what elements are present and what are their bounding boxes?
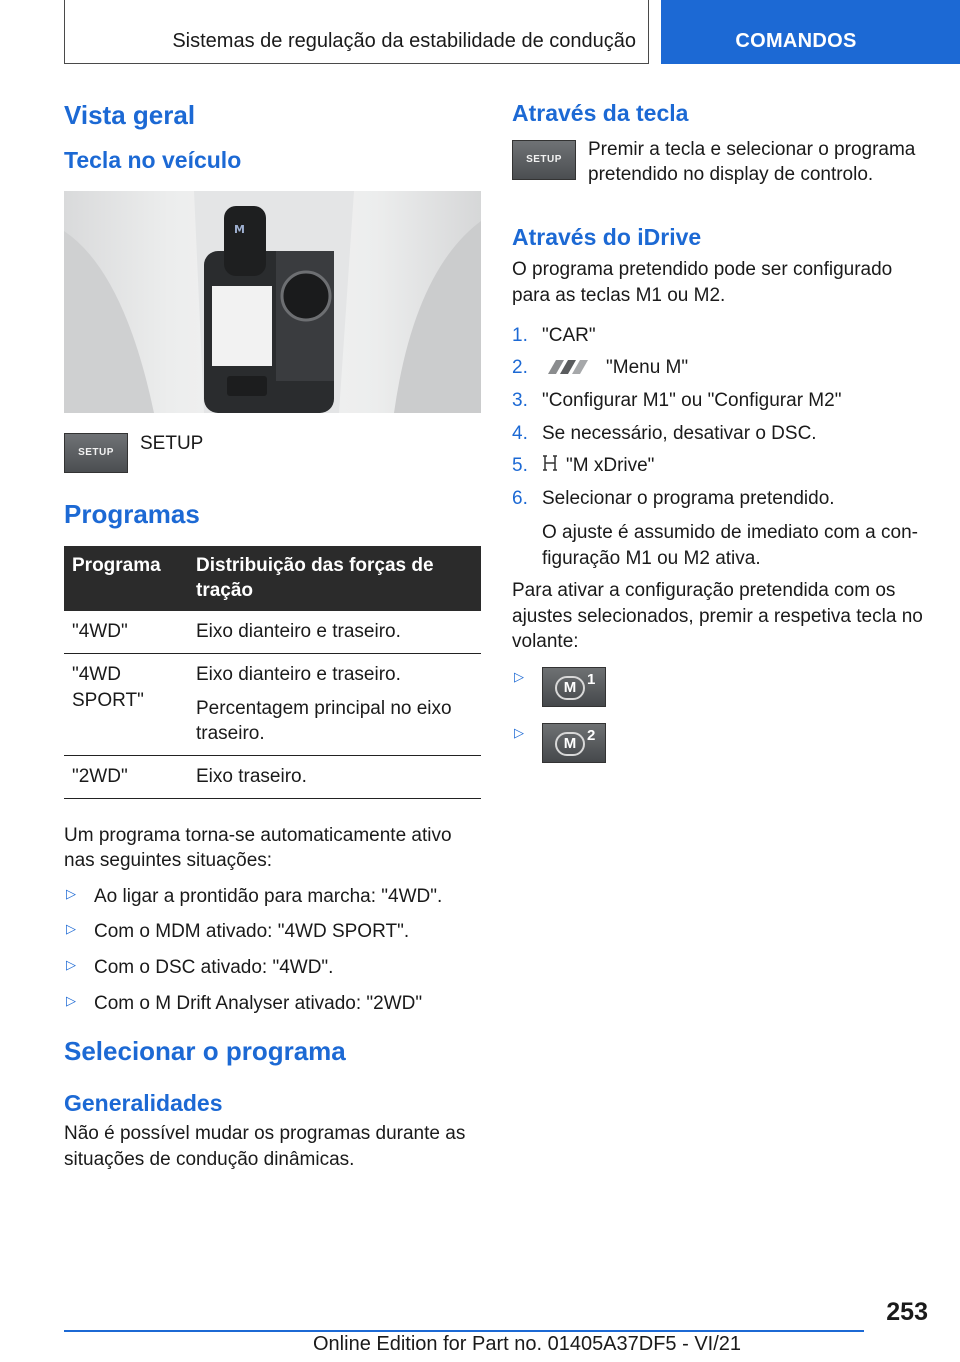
step-number: 1.	[512, 324, 528, 346]
table-row	[64, 653, 481, 755]
step-item	[512, 323, 930, 349]
heading-overview: Vista geral	[64, 100, 196, 130]
triangle-bullet-icon: ▷	[66, 885, 76, 901]
m2-button-icon	[555, 732, 585, 756]
step-item	[512, 421, 930, 447]
m-buttons-list	[512, 667, 930, 763]
list-item	[512, 723, 930, 763]
step-item	[512, 453, 930, 479]
list-item-text: Com o M Drift Analyser ativado: "2WD"	[94, 992, 423, 1014]
setup-button-small[interactable]	[512, 140, 576, 180]
footer-divider	[64, 1330, 864, 1332]
table-cell-desc: Eixo traseiro.	[188, 755, 481, 798]
m2-button[interactable]	[542, 723, 606, 763]
heading-select-program: Selecionar o programa	[64, 1036, 346, 1067]
m1-letter: M	[563, 678, 577, 696]
left-column	[64, 100, 481, 1172]
step-number: 6.	[512, 488, 528, 510]
via-key-row	[512, 140, 930, 188]
svg-text:M: M	[234, 222, 245, 236]
step6-note: O ajuste é assumido de imediato com a con-figuração M1 ou M2 ativa.	[542, 521, 918, 569]
table-row	[64, 611, 481, 653]
heading-key-in-vehicle: Tecla no veículo	[64, 147, 242, 174]
table-cell-desc: Eixo dianteiro e traseiro.	[188, 611, 481, 653]
heading-via-key: Através da tecla	[512, 100, 689, 126]
header-title-box	[64, 0, 649, 64]
step-item	[512, 355, 930, 381]
m1-sup: 1	[587, 671, 596, 689]
step-item	[512, 388, 930, 414]
header-title: Sistemas de regulação da estabilidade de condução	[172, 30, 636, 52]
console-illustration	[64, 191, 481, 413]
step-number: 4.	[512, 422, 528, 444]
heading-via-idrive: Através do iDrive	[512, 223, 702, 250]
step-number: 5.	[512, 455, 528, 477]
table-header-program: Programa	[64, 546, 188, 611]
list-item-text: Com o MDM ativado: "4WD SPORT".	[94, 921, 410, 943]
m2-letter: M	[563, 734, 577, 752]
list-item-text: Com o DSC ativado: "4WD".	[94, 957, 334, 979]
triangle-bullet-icon: ▷	[66, 992, 76, 1008]
page-header	[64, 0, 960, 64]
list-item-text: Ao ligar a prontidão para marcha: "4WD".	[94, 885, 443, 907]
step-number: 2.	[512, 357, 528, 379]
list-item	[512, 667, 930, 707]
table-header-row	[64, 546, 481, 611]
step-item	[512, 486, 930, 571]
m2-sup: 2	[587, 727, 596, 745]
list-item	[64, 955, 481, 981]
step-text: Se necessário, desativar o DSC.	[542, 422, 817, 444]
list-item	[64, 884, 481, 910]
table-cell-program: "4WD"	[64, 611, 188, 653]
footer-edition: Online Edition for Part no. 01405A37DF5 - VI/21	[313, 1333, 742, 1355]
step-number: 3.	[512, 390, 528, 412]
setup-button-text: SETUP	[78, 447, 114, 459]
section-tab[interactable]	[661, 0, 960, 64]
setup-button-text: SETUP	[526, 154, 562, 166]
triangle-bullet-icon: ▷	[66, 921, 76, 937]
triangle-bullet-icon: ▷	[514, 725, 524, 741]
m1-button-icon	[555, 676, 585, 700]
steps-list	[512, 323, 930, 571]
table-cell-desc	[188, 653, 481, 755]
step-text: "Configurar M1" ou "Configurar M2"	[542, 390, 842, 412]
list-item	[64, 991, 481, 1017]
setup-label: SETUP	[140, 432, 204, 454]
step-text: "CAR"	[542, 324, 596, 346]
m1-button[interactable]	[542, 667, 606, 707]
table-cell-desc-line1: Eixo dianteiro e traseiro.	[196, 663, 401, 685]
triangle-bullet-icon: ▷	[66, 957, 76, 973]
step-text: "Menu M"	[606, 357, 689, 379]
table-cell-program: "2WD"	[64, 755, 188, 798]
heading-programs: Programas	[64, 498, 200, 529]
heading-general: Generalidades	[64, 1089, 223, 1116]
auto-list	[64, 884, 481, 1017]
page-number: 253	[886, 1298, 928, 1326]
table-header-distribution: Distribuição das forças de tração	[188, 546, 481, 611]
section-tab-label: COMANDOS	[735, 30, 857, 52]
step-text: Selecionar o programa pretendido.	[542, 488, 835, 510]
setup-button[interactable]	[64, 433, 128, 473]
list-item	[64, 919, 481, 945]
table-row	[64, 755, 481, 798]
table-cell-desc-line2: Percentagem principal no eixo traseiro.	[196, 697, 452, 745]
right-column	[512, 100, 930, 773]
m-stripes-icon	[542, 356, 596, 382]
triangle-bullet-icon: ▷	[514, 669, 524, 685]
table-cell-program: "4WD SPORT"	[64, 653, 188, 755]
auto-intro: Um programa torna-se automaticamente ativo nas seguintes situações:	[64, 824, 452, 872]
idrive-text: O programa pretendido pode ser configurado para as teclas M1 ou M2.	[512, 259, 893, 307]
activate-text: Para ativar a configuração pretendida com os ajustes selecionados, premir a respetiva tecla no volante:	[512, 580, 923, 653]
programs-table	[64, 546, 481, 799]
center-console-photo	[64, 191, 481, 413]
setup-row	[64, 433, 481, 473]
general-text: Não é possível mudar os programas durante as situações de condução dinâmicas.	[64, 1123, 466, 1170]
xdrive-icon	[542, 454, 558, 480]
step-text: "M xDrive"	[566, 455, 655, 477]
via-key-text: Premir a tecla e selecionar o programa pretendido no display de controlo.	[588, 138, 916, 186]
